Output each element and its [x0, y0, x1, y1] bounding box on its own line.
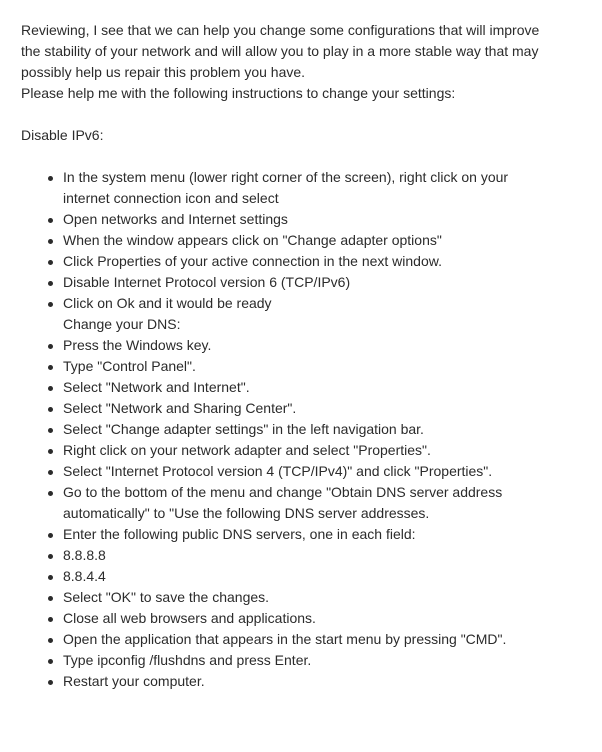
intro-line: Reviewing, I see that we can help you change some configurations that will improve	[21, 22, 540, 38]
bullet-icon	[48, 491, 53, 496]
bullet-icon	[48, 575, 53, 580]
list-item-text: Disable Internet Protocol version 6 (TCP/IPv6)	[63, 274, 351, 290]
list-item-text: Go to the bottom of the menu and change "Obtain DNS server address	[63, 484, 503, 500]
list-item-text: Select "Network and Sharing Center".	[63, 400, 297, 416]
list-item	[21, 608, 581, 629]
intro-line: Please help me with the following instructions to change your settings:	[21, 85, 456, 101]
list-item-text: Open networks and Internet settings	[63, 211, 288, 227]
list-item	[21, 545, 581, 566]
list-item	[21, 587, 581, 608]
bullet-icon	[48, 428, 53, 433]
list-item	[21, 440, 581, 461]
list-item	[21, 293, 581, 335]
list-item-text: In the system menu (lower right corner of the screen), right click on your	[63, 169, 509, 185]
list-item-text: Right click on your network adapter and select "Properties".	[63, 442, 431, 458]
bullet-icon	[48, 407, 53, 412]
bullet-icon	[48, 281, 53, 286]
list-item	[21, 167, 581, 209]
bullet-icon	[48, 680, 53, 685]
message-body	[21, 20, 581, 692]
bullet-icon	[48, 302, 53, 307]
list-item-text: Press the Windows key.	[63, 337, 212, 353]
bullet-icon	[48, 239, 53, 244]
list-item-text: Enter the following public DNS servers, one in each field:	[63, 526, 416, 542]
list-item-text: Close all web browsers and applications.	[63, 610, 316, 626]
list-item	[21, 650, 581, 671]
bullet-icon	[48, 617, 53, 622]
list-item	[21, 335, 581, 356]
bullet-icon	[48, 554, 53, 559]
section-title: Disable IPv6:	[21, 127, 104, 143]
list-item-text: 8.8.4.4	[63, 568, 106, 584]
list-item	[21, 461, 581, 482]
list-item-text: Select "OK" to save the changes.	[63, 589, 270, 605]
instruction-list	[21, 167, 581, 692]
bullet-icon	[48, 470, 53, 475]
bullet-icon	[48, 533, 53, 538]
list-item	[21, 671, 581, 692]
list-item-text: Select "Change adapter settings" in the left navigation bar.	[63, 421, 424, 437]
intro-paragraph	[21, 20, 581, 104]
list-item-text: Click Properties of your active connection in the next window.	[63, 253, 442, 269]
list-item-text: Restart your computer.	[63, 673, 205, 689]
list-item	[21, 356, 581, 377]
list-item-text: Type "Control Panel".	[63, 358, 196, 374]
bullet-icon	[48, 365, 53, 370]
list-item	[21, 251, 581, 272]
list-item	[21, 230, 581, 251]
list-item-text: When the window appears click on "Change adapter options"	[63, 232, 442, 248]
intro-line: the stability of your network and will allow you to play in a more stable way that may	[21, 43, 539, 59]
bullet-icon	[48, 449, 53, 454]
bullet-icon	[48, 659, 53, 664]
list-item	[21, 272, 581, 293]
list-item-text: Select "Internet Protocol version 4 (TCP/IPv4)" and click "Properties".	[63, 463, 493, 479]
list-item-text: 8.8.8.8	[63, 547, 106, 563]
bullet-icon	[48, 386, 53, 391]
list-item-text: internet connection icon and select	[63, 190, 279, 206]
list-item	[21, 377, 581, 398]
bullet-icon	[48, 596, 53, 601]
list-item-text: Select "Network and Internet".	[63, 379, 250, 395]
list-item	[21, 398, 581, 419]
list-item	[21, 482, 581, 524]
list-item	[21, 419, 581, 440]
bullet-icon	[48, 218, 53, 223]
list-item-text: Click on Ok and it would be ready	[63, 295, 272, 311]
list-item	[21, 209, 581, 230]
list-item	[21, 629, 581, 650]
paragraph-spacer	[21, 104, 581, 125]
list-item-text: Type ipconfig /flushdns and press Enter.	[63, 652, 312, 668]
list-item	[21, 566, 581, 587]
list-item-text: Change your DNS:	[63, 316, 181, 332]
list-item-text: automatically" to "Use the following DNS server addresses.	[63, 505, 430, 521]
bullet-icon	[48, 344, 53, 349]
list-item	[21, 524, 581, 545]
bullet-icon	[48, 260, 53, 265]
bullet-icon	[48, 638, 53, 643]
list-item-text: Open the application that appears in the start menu by pressing "CMD".	[63, 631, 507, 647]
intro-line: possibly help us repair this problem you have.	[21, 64, 306, 80]
bullet-icon	[48, 176, 53, 181]
